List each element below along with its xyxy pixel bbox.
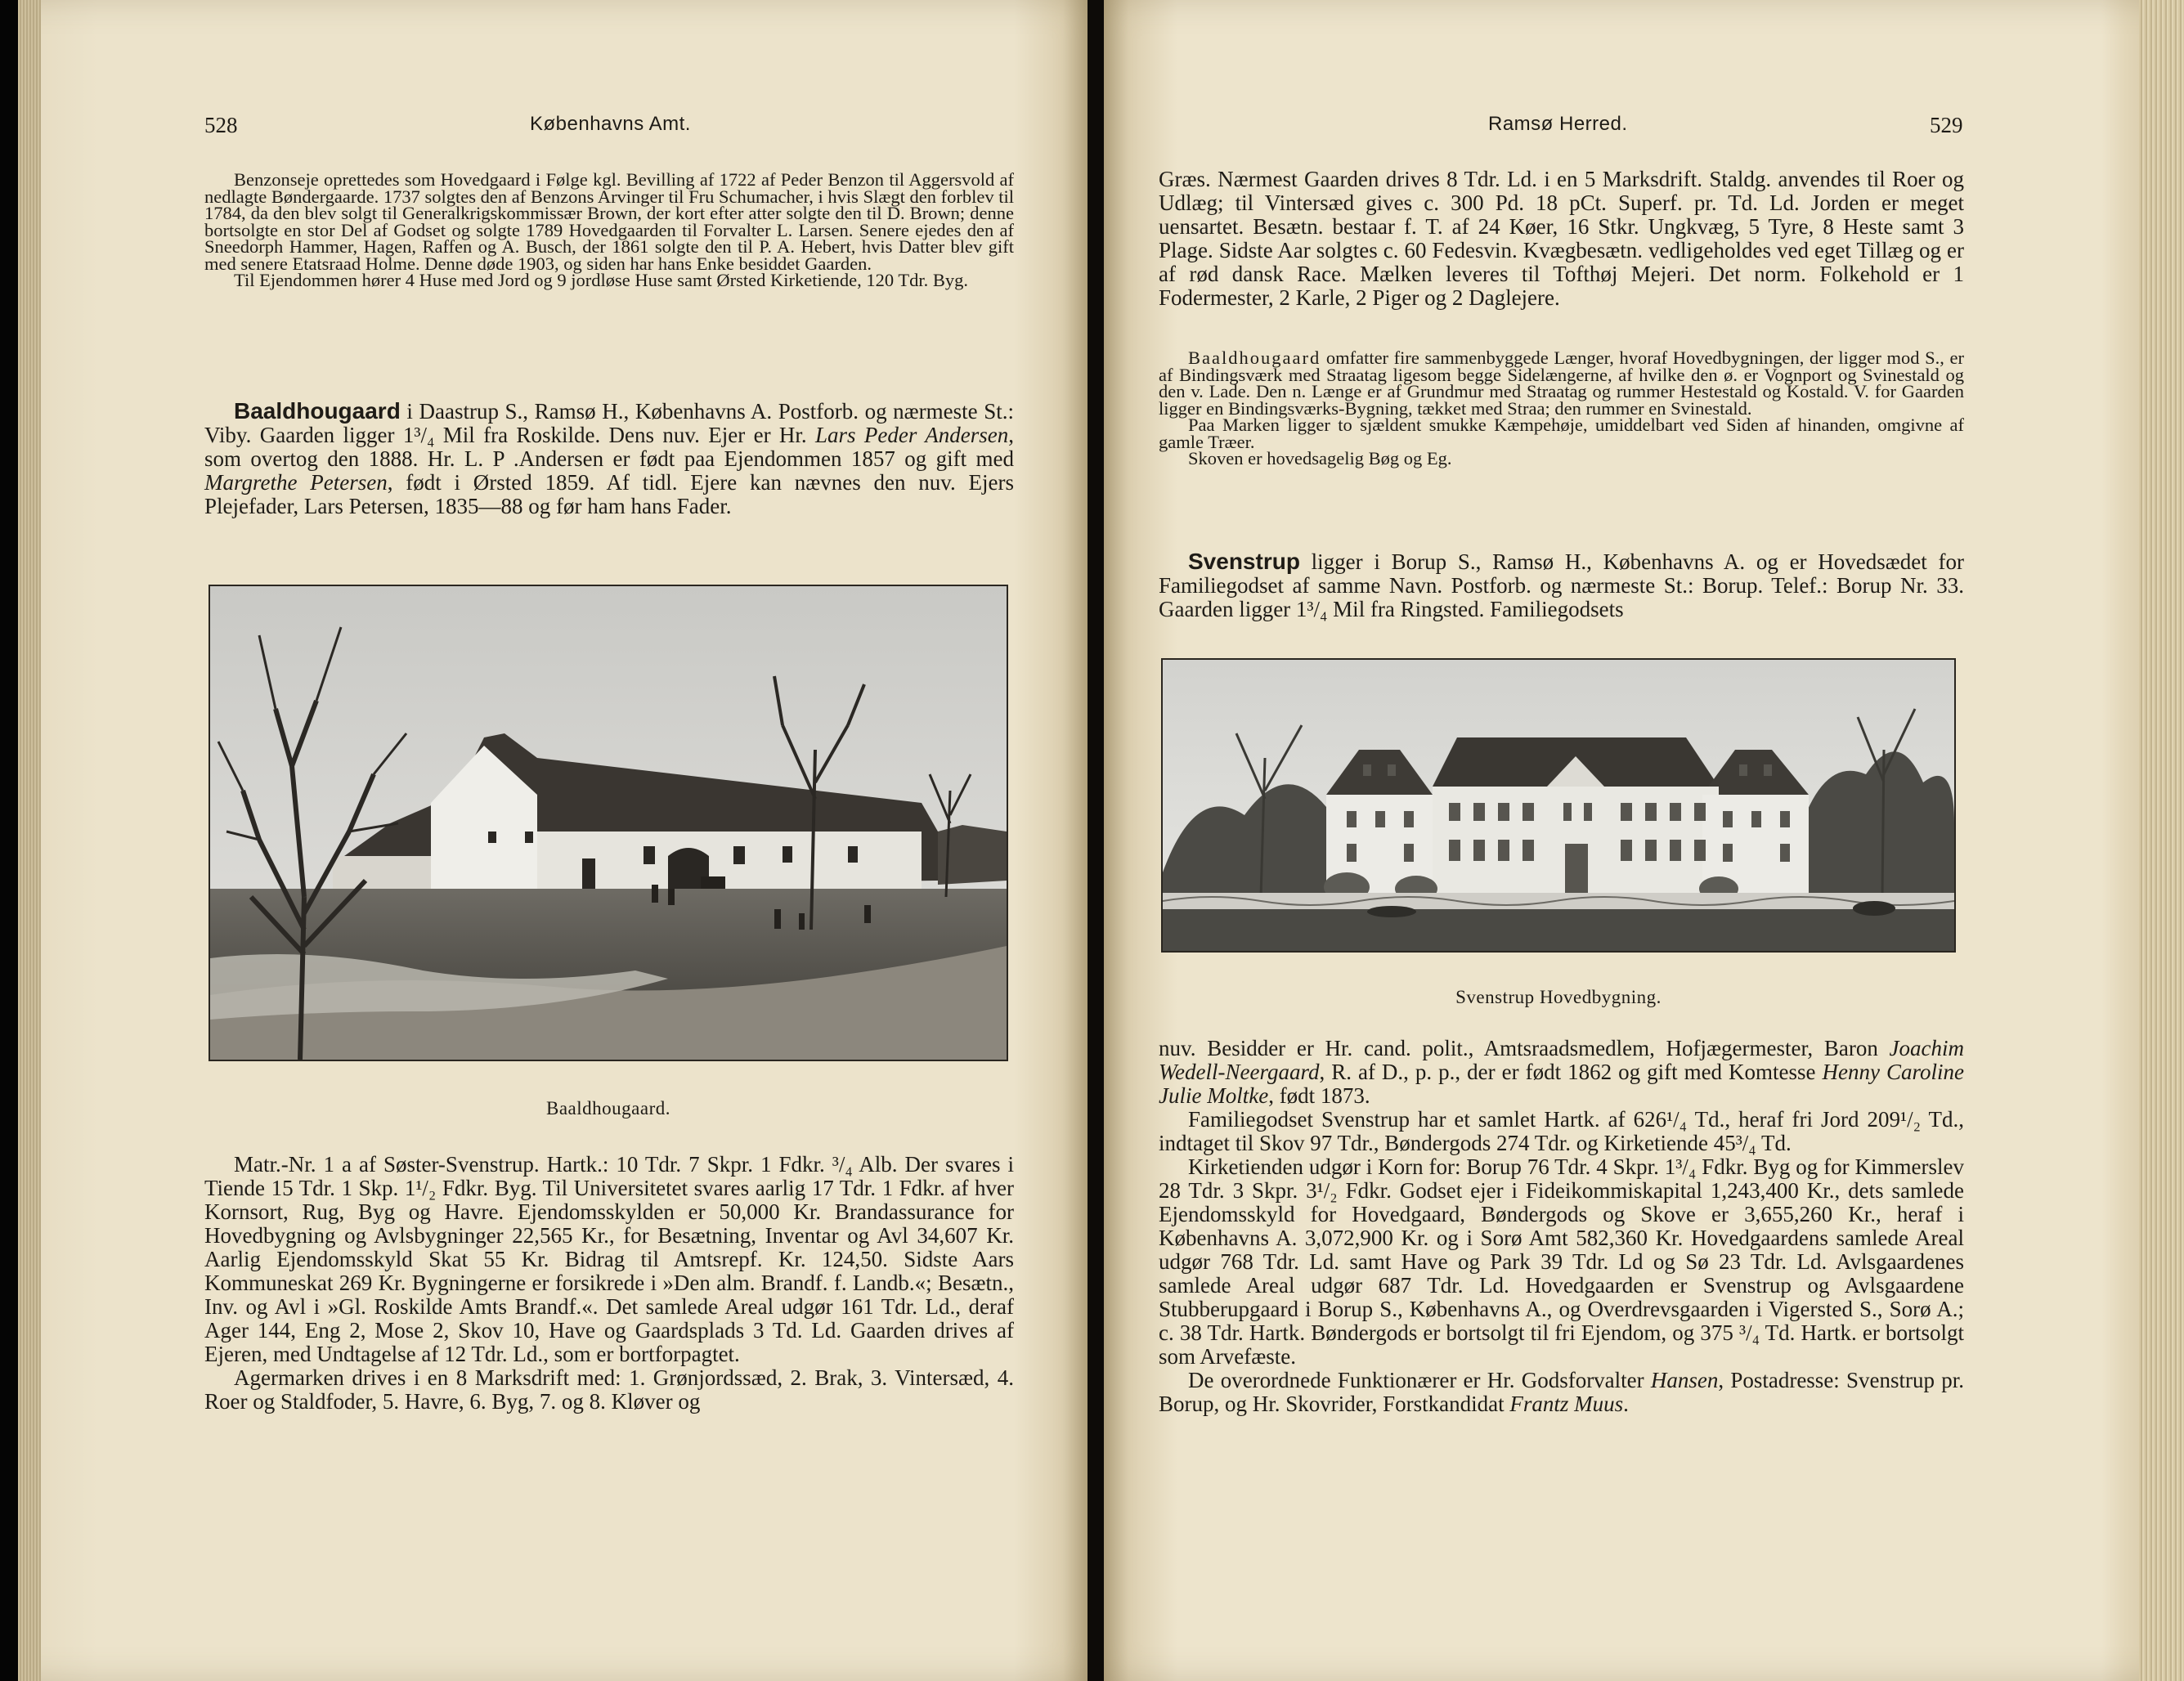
intro-paragraph-2: Til Ejendommen hører 4 Huse med Jord og 9 jordløse Huse samt Ørsted Kirketiende, 120 Tdr. Byg. (234, 270, 969, 290)
funktionaer-text-3: . (1623, 1392, 1629, 1416)
agermark-paragraph: Agermarken drives i en 8 Marksdrift med: 1. Grønjordssæd, 2. Brak, 3. Vintersæd, 4. Roer og Staldfoder, 5. Havre, 6. Byg, 7. og 8. Kløver og (204, 1365, 1014, 1414)
skovrider-name: Frantz Muus (1509, 1392, 1624, 1416)
photo-caption-left: Baaldhougaard. (546, 1098, 670, 1118)
running-header-right: Ramsø Herred. (1488, 113, 1628, 135)
matr-paragraph: Matr.-Nr. 1 a af Søster-Svenstrup. Hartk.: 10 Tdr. 7 Skpr. 1 Fdkr. ³/₄ Alb. Der svares i Tiende 15 Tdr. 1 Skp. 1¹/₂ Fdkr. Byg. Til Universitetet svares aarlig 17 Tdr. 1 Fdkr. af hver Kornsort, Rug, Byg og Havre. Ejendomsskylden er 50,000 Kr. Brandassurance for Hovedbygning og Avlsbygninger 22,565 Kr., for Besætning, Inventar og Avl 34,607 Kr. Aarlig Ejendomsskyld Skat 55 Kr. Bidrag til Amtsrepf. Kr. 124,50. Sidste Aars Kommuneskat 269 Kr. Bygningerne er forsikrede i »Den alm. Brandf. f. Landb.«; Besætn., Inv. og Avl i »Gl. Roskilde Amts Brandf.«. Det samlede Areal udgør 161 Tdr. Ld., deraf Ager 144, Eng 2, Mose 2, Skov 10, Have og Gaardsplads 3 Td. Ld. Gaarden drives af Ejeren, med Undtagelse af 12 Tdr. Ld., som er bortforpagtet. (204, 1152, 1014, 1366)
page-number-right: 529 (1930, 113, 1963, 137)
buildings-lead: Baaldhougaard (1188, 347, 1321, 368)
svenstrup-entry (1159, 549, 1964, 621)
right-page (1104, 0, 2184, 1681)
book-gutter (1088, 0, 1104, 1681)
owner-text-3: , født 1873. (1268, 1083, 1370, 1108)
owner-name: Lars Peder Andersen (815, 423, 1009, 447)
photo-caption-right: Svenstrup Hovedbygning. (1455, 987, 1662, 1007)
running-header-left: Københavns Amt. (530, 113, 691, 135)
baaldhougaard-entry (204, 399, 1014, 518)
buildings-paragraph: omfatter fire sammenbyggede Længer, hvoraf Hovedbygningen, der ligger mod S., er af Bindingsværk med Straatag ligesom begge Sidelængerne, af hvilke den ø. er Vognport og Svinestald og den v. Lade. Den n. Længe er af Grundmur med Straatag og rummer Hestestald og Kostald. V. for Gaarden ligger en Bindingsværks-Bygning, tækket med Straa; den rummer en Svinestald. (1159, 347, 1964, 419)
owner-name-svenstrup: Joachim Wedell-Neergaard (1159, 1036, 1964, 1084)
funktionaer-text-2: , Postadresse: Svenstrup pr. Borup, og Hr. Skovrider, Forstkandidat (1159, 1368, 1964, 1416)
svenstrup-text: ligger i Borup S., Ramsø H., Københavns A. og er Hovedsædet for Familiegodset af samme Navn. Postforb. og nærmeste St.: Borup. Telef.: Borup Nr. 33. Gaarden ligger 1³/₄ Mil fra Ringsted. Familiegodsets (1159, 549, 1964, 621)
familiegods-paragraph: Familiegodset Svenstrup har et samlet Hartk. af 626¹/₄ Td., heraf fri Jord 209¹/₂ Td., indtaget til Skov 97 Tdr., Bøndergods 274 Tdr. og Kirketiende 45³/₄ Td. (1159, 1107, 1964, 1155)
kirketiende-paragraph: Kirketienden udgør i Korn for: Borup 76 Tdr. 4 Skpr. 1³/₄ Fdkr. Byg og for Kimmerslev 28 Tdr. 3 Skpr. 3¹/₂ Fdkr. Godset ejer i Fideikommiskapital 1,243,400 Kr., dets samlede Ejendomsskyld for Hovedgaard, Bøndergods og Skove er 3,655,260 Kr., heraf i Københavns A. 3,072,900 Kr. og i Sorø Amt 582,360 Kr. Hovedgaardens samlede Areal udgør 768 Tdr. Ld. samt Have og Park 39 Tdr. Ld og Sø 23 Tdr. Ld. Avlsgaardenes samlede Areal udgør 687 Tdr. Ld. Hovedgaarden er Svenstrup og Avlsgaardene Stubberupgaard i Borup S., Københavns A., og Overdrevsgaarden i Vigersted S., Sorø A.; c. 38 Tdr. Hartk. Bøndergods er bortsolgt til fri Ejendom, og 375 ³/₄ Td. Hartk. er bortsolgt som Arvefæste. (1159, 1154, 1964, 1369)
left-scan-edge (0, 0, 18, 1681)
owner-text-2: , R. af D., p. p., der er født 1862 og gift med Komtesse (1319, 1060, 1823, 1084)
svenstrup-details (1159, 1037, 1964, 1416)
left-page-stack (18, 0, 41, 1681)
left-page (0, 0, 1088, 1681)
continued-block (1159, 168, 1964, 310)
forvalter-name: Hansen (1650, 1368, 1719, 1392)
skoven-paragraph: Skoven er hovedsagelig Bøg og Eg. (1188, 448, 1452, 468)
intro-paragraph: Benzonseje oprettedes som Hovedgaard i Følge kgl. Bevilling af 1722 af Peder Benzon til Aggersvold af nedlagte Bøndergaarde. 1737 solgtes den af Benzons Arvinger til Fru Schumacher, i hvis Slægt den forblev til 1784, da den blev solgt til Generalkrigskommissær Brown, der kort efter atter solgte den til D. Brown; denne bortsolgte en stor Del af Godset og solgte 1789 Hovedgaarden til Forvalter L. Larsen. Senere ejedes den af Sneedorph Hammer, Hagen, Raffen og A. Busch, der 1861 solgte den til P. A. Hebert, hvis Datter blev gift med senere Etatsraad Holme. Denne døde 1903, og siden har hans Enke besiddet Gaarden. (204, 169, 1014, 274)
continued-paragraph: Græs. Nærmest Gaarden drives 8 Tdr. Ld. i en 5 Marksdrift. Staldg. anvendes til Roer og Udlæg; til Vintersæd gives c. 300 Pd. 18 pCt. Superf. pr. Td. Ld. Jorden er meget uensartet. Besætn. bestaar f. T. af 24 Køer, 16 Stkr. Ungkvæg, 5 Tyre, 8 Heste samt 3 Plage. Sidste Aar solgtes c. 60 Fedesvin. Kvægbesætn. vedligeholdes ved eget Tillæg og er af rød dansk Race. Mælken leveres til Tofthøj Mejeri. Det norm. Folkehold er 1 Fodermester, 2 Karle, 2 Piger og 2 Daglejere. (1159, 167, 1964, 310)
svenstrup-photo (1161, 658, 1956, 953)
funktionaer-text: De overordnede Funktionærer er Hr. Godsforvalter (1188, 1368, 1651, 1392)
buildings-block (1159, 347, 1964, 468)
entry-text-2: , som overtog den 1888. Hr. L. P .Andersen er født paa Ejendommen 1857 og gift med (204, 423, 1014, 471)
entry-text: i Daastrup S., Ramsø H., Københavns A. Postforb. og nærmeste St.: Viby. Gaarden ligger 1³/₄ Mil fra Roskilde. Dens nuv. Ejer er Hr. (204, 399, 1014, 447)
intro-block (204, 169, 1014, 290)
svenstrup-title: Svenstrup (1188, 549, 1300, 574)
page-number-left: 528 (204, 113, 238, 137)
wife-name-svenstrup: Henny Caroline Julie Moltke (1159, 1060, 1965, 1108)
entry-text-3: , født i Ørsted 1859. Af tidl. Ejere kan nævnes den nuv. Ejers Plejefader, Lars Petersen, 1835—88 og før ham hans Fader. (204, 470, 1015, 518)
wife-name: Margrethe Petersen (204, 470, 388, 495)
entry-title: Baaldhougaard (234, 398, 401, 424)
matr-block (204, 1153, 1014, 1414)
marken-paragraph: Paa Marken ligger to sjældent smukke Kæmpehøje, umiddelbart ved Siden af hinanden, omgivne af gamle Træer. (1159, 415, 1964, 452)
baaldhougaard-photo (209, 585, 1008, 1061)
owner-text: nuv. Besidder er Hr. cand. polit., Amtsraadsmedlem, Hofjægermester, Baron (1159, 1036, 1890, 1060)
right-page-stack (2139, 0, 2184, 1681)
